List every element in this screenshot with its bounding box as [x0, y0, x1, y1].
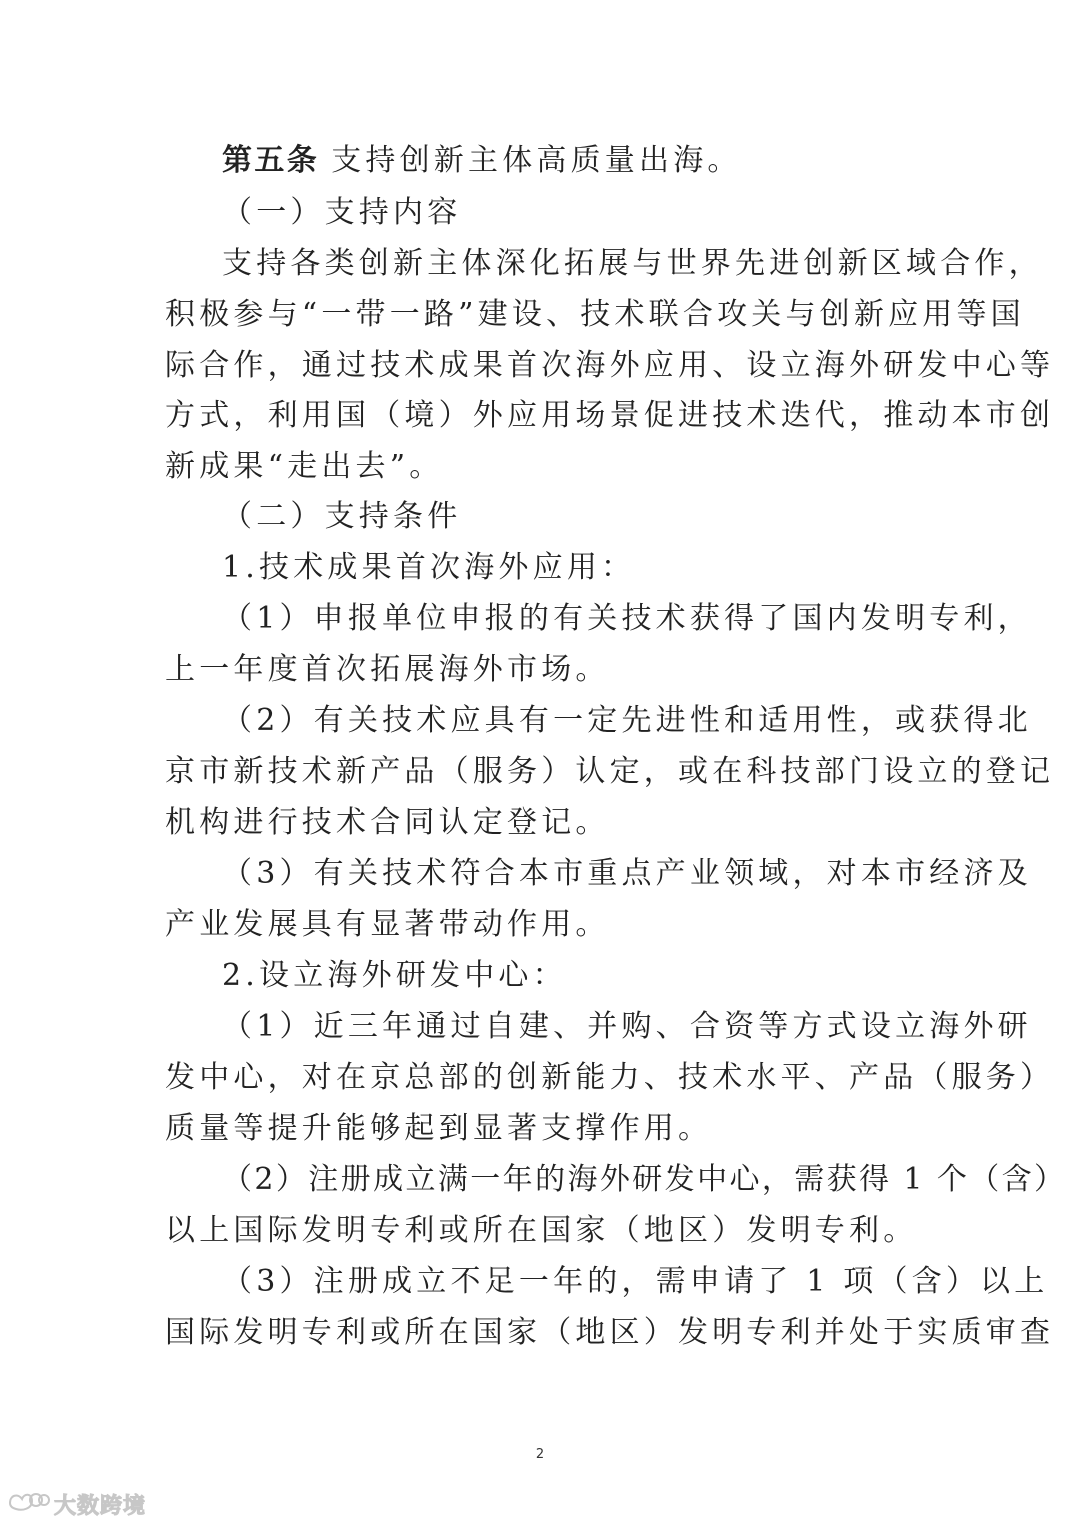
paragraph-line: 以上国际发明专利或所在国家（地区）发明专利。 [165, 1213, 918, 1248]
paragraph-line: 京市新技术新产品（服务）认定，或在科技部门设立的登记 [165, 754, 1055, 789]
watermark-logo-icon [6, 1487, 50, 1521]
paragraph-line: 发中心，对在京总部的创新能力、技术水平、产品（服务） [165, 1060, 1055, 1095]
paragraph-line: 产业发展具有显著带动作用。 [165, 907, 610, 942]
paragraph-line: （3）注册成立不足一年的，需申请了 1 项（含）以上 [222, 1264, 1049, 1299]
paragraph-line: （2）有关技术应具有一定先进性和适用性，或获得北 [222, 703, 1032, 738]
page-number: 2 [535, 1447, 545, 1462]
paragraph-line: 上一年度首次拓展海外市场。 [165, 652, 610, 687]
paragraph-line: 积极参与“一带一路”建设、技术联合攻关与创新应用等国 [165, 297, 1025, 332]
section-heading: （一）支持内容 [222, 195, 462, 230]
article-title: 支持创新主体高质量出海。 [331, 143, 742, 178]
paragraph-line: 方式，利用国（境）外应用场景促进技术迭代，推动本市创 [165, 398, 1055, 433]
section-heading: （二）支持条件 [222, 499, 462, 534]
paragraph-line: 新成果“走出去”。 [165, 449, 444, 484]
paragraph-line: （3）有关技术符合本市重点产业领域，对本市经济及 [222, 856, 1032, 891]
paragraph-line: 支持各类创新主体深化拓展与世界先进创新区域合作， [222, 246, 1043, 281]
watermark [6, 1486, 146, 1522]
watermark-text: 大数跨境 [54, 1493, 147, 1519]
paragraph-line: （1）申报单位申报的有关技术获得了国内发明专利， [222, 601, 1032, 636]
paragraph-line: 机构进行技术合同认定登记。 [165, 805, 610, 840]
paragraph-line: （1）近三年通过自建、并购、合资等方式设立海外研 [222, 1009, 1032, 1044]
article-heading [222, 144, 922, 178]
article-label: 第五条 [222, 143, 320, 178]
paragraph-line: （2）注册成立满一年的海外研发中心，需获得 1 个（含） [222, 1162, 1067, 1197]
paragraph-line: 际合作，通过技术成果首次海外应用、设立海外研发中心等 [165, 348, 1055, 383]
paragraph-line: 国际发明专利或所在国家（地区）发明专利并处于实质审查 [165, 1315, 1055, 1350]
paragraph-line: 质量等提升能够起到显著支撑作用。 [165, 1111, 713, 1146]
subsection-heading: 1.技术成果首次海外应用： [222, 550, 636, 585]
subsection-heading: 2.设立海外研发中心： [222, 958, 567, 993]
